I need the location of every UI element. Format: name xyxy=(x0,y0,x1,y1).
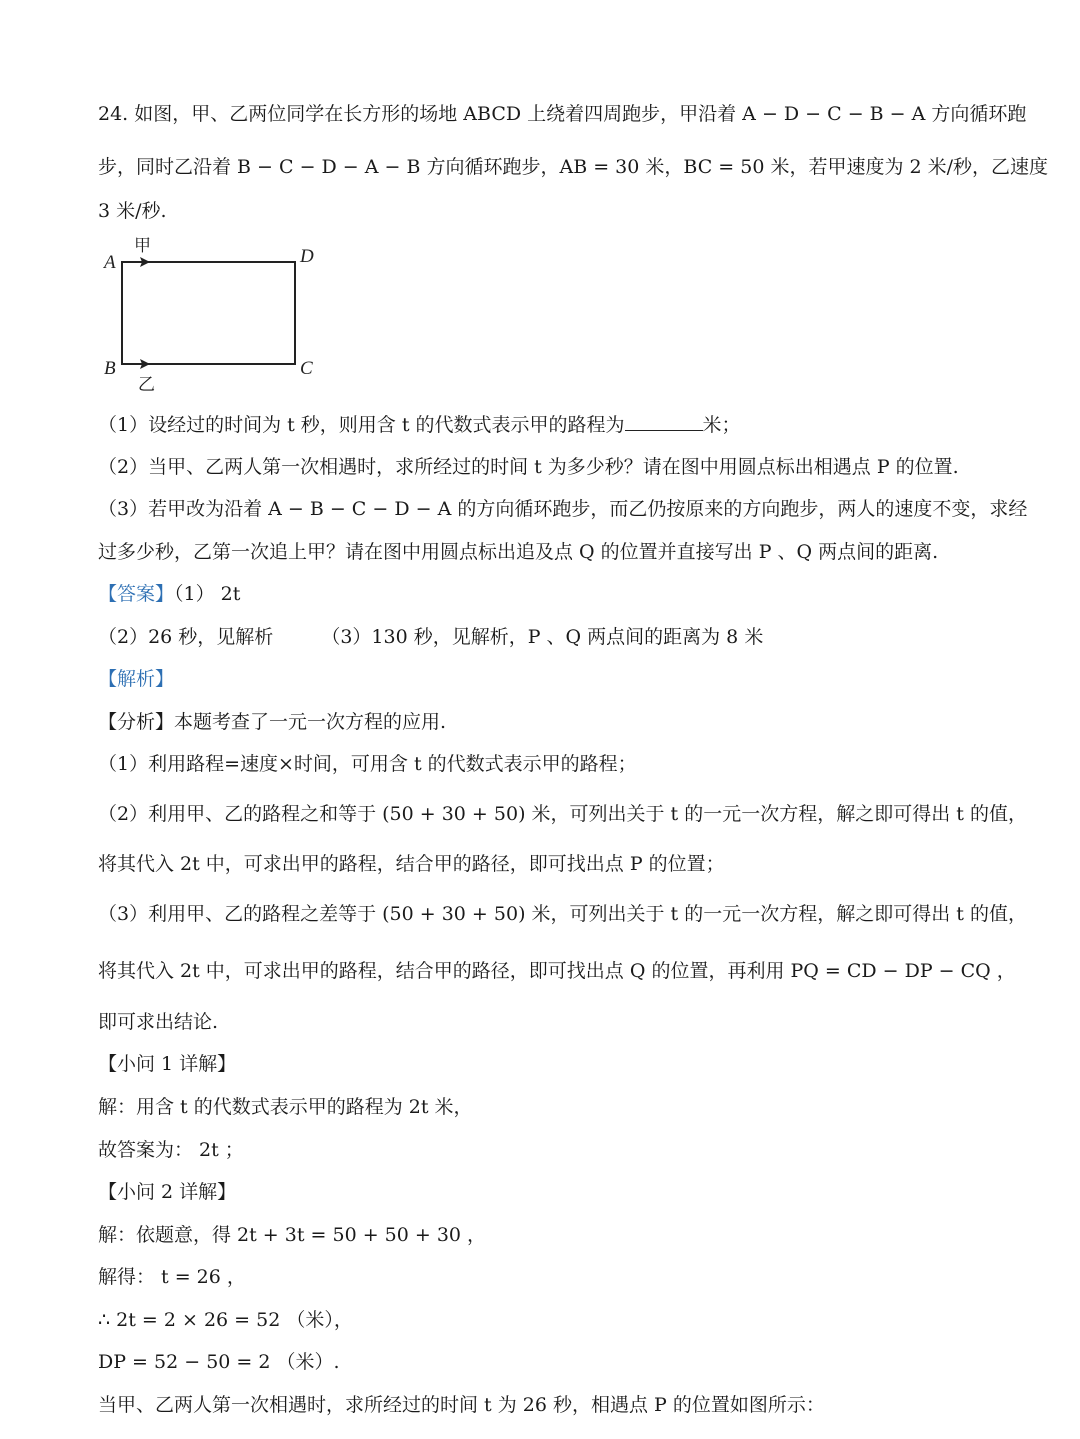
detail-2-line-2: 解得： t = 26 ， xyxy=(98,1266,246,1288)
analysis-point-1: （1）利用路程=速度×时间，可用含 t 的代数式表示甲的路程； xyxy=(98,753,637,775)
detail-2-tag: 【小问 2 详解】 xyxy=(98,1181,237,1203)
label-a: A xyxy=(104,252,116,273)
question-3-line-2: 过多少秒，乙第一次追上甲？请在图中用圆点标出追及点 Q 的位置并直接写出 P 、Q 两点间的距离. xyxy=(98,541,939,563)
label-d: D xyxy=(300,246,314,267)
detail-2-line-3: ∴ 2t = 2 × 26 = 52 （米）， xyxy=(98,1309,353,1331)
rectangle-abcd xyxy=(122,262,295,364)
detail-1-tag: 【小问 1 详解】 xyxy=(98,1053,237,1075)
analysis-point-2-line-1: （2）利用甲、乙的路程之和等于 (50 + 30 + 50) 米，可列出关于 t 的一元一次方程，解之即可得出 t 的值， xyxy=(98,803,1027,825)
answer-3: （3）130 秒，见解析，P 、Q 两点间的距离为 8 米 xyxy=(321,626,764,648)
label-jia: 甲 xyxy=(134,236,151,256)
label-c: C xyxy=(300,358,313,379)
problem-line-2: 步，同时乙沿着 B − C − D − A − B 方向循环跑步，AB = 30 米，BC = 50 米，若甲速度为 2 米/秒，乙速度 xyxy=(98,156,1049,178)
question-1-unit: 米； xyxy=(702,414,741,436)
analysis-summary: 【分析】本题考查了一元一次方程的应用. xyxy=(98,711,447,733)
label-yi: 乙 xyxy=(138,375,155,395)
detail-2-line-1: 解：依题意，得 2t + 3t = 50 + 50 + 30 ， xyxy=(98,1224,487,1246)
question-3-line-1: （3）若甲改为沿着 A − B − C − D − A 的方向循环跑步，而乙仍按原来的方向跑步，两人的速度不变，求经 xyxy=(98,498,1028,520)
detail-2-line-5: 当甲、乙两人第一次相遇时，求所经过的时间 t 为 26 秒，相遇点 P 的位置如图所示： xyxy=(98,1394,825,1416)
label-b: B xyxy=(104,358,116,379)
detail-2-line-4: DP = 52 − 50 = 2 （米）. xyxy=(98,1351,340,1373)
analysis-point-3-line-2: 将其代入 2t 中，可求出甲的路程，结合甲的路径，即可找出点 Q 的位置，再利用 PQ = CD − DP − CQ ， xyxy=(98,960,1016,982)
question-2: （2）当甲、乙两人第一次相遇时，求所经过的时间 t 为多少秒？请在图中用圆点标出相遇点 P 的位置. xyxy=(98,456,959,478)
problem-line-3: 3 米/秒. xyxy=(98,200,167,222)
answer-blank xyxy=(625,410,703,431)
analysis-tag: 【解析】 xyxy=(98,668,175,690)
question-1 xyxy=(98,410,741,439)
analysis-point-3-line-1: （3）利用甲、乙的路程之差等于 (50 + 30 + 50) 米，可列出关于 t 的一元一次方程，解之即可得出 t 的值， xyxy=(98,903,1027,925)
answer-tag: 【答案】 xyxy=(98,583,175,605)
analysis-point-2-line-2: 将其代入 2t 中，可求出甲的路程，结合甲的路径，即可找出点 P 的位置； xyxy=(98,853,725,875)
analysis-point-3-line-3: 即可求出结论. xyxy=(98,1011,219,1033)
answer-line-2 xyxy=(98,623,763,651)
answer-line-1 xyxy=(98,580,240,608)
answer-1: （1） 2t xyxy=(174,583,241,605)
question-1-text: （1）设经过的时间为 t 秒，则用含 t 的代数式表示甲的路程为 xyxy=(98,414,625,436)
detail-1-line-1: 解：用含 t 的代数式表示甲的路程为 2t 米， xyxy=(98,1096,473,1118)
answer-2: （2）26 秒，见解析 xyxy=(98,626,274,648)
detail-1-line-2: 故答案为： 2t ； xyxy=(98,1139,244,1161)
problem-line-1: 24. 如图，甲、乙两位同学在长方形的场地 ABCD 上绕着四周跑步，甲沿着 A − D − C − B − A 方向循环跑 xyxy=(98,103,1027,125)
